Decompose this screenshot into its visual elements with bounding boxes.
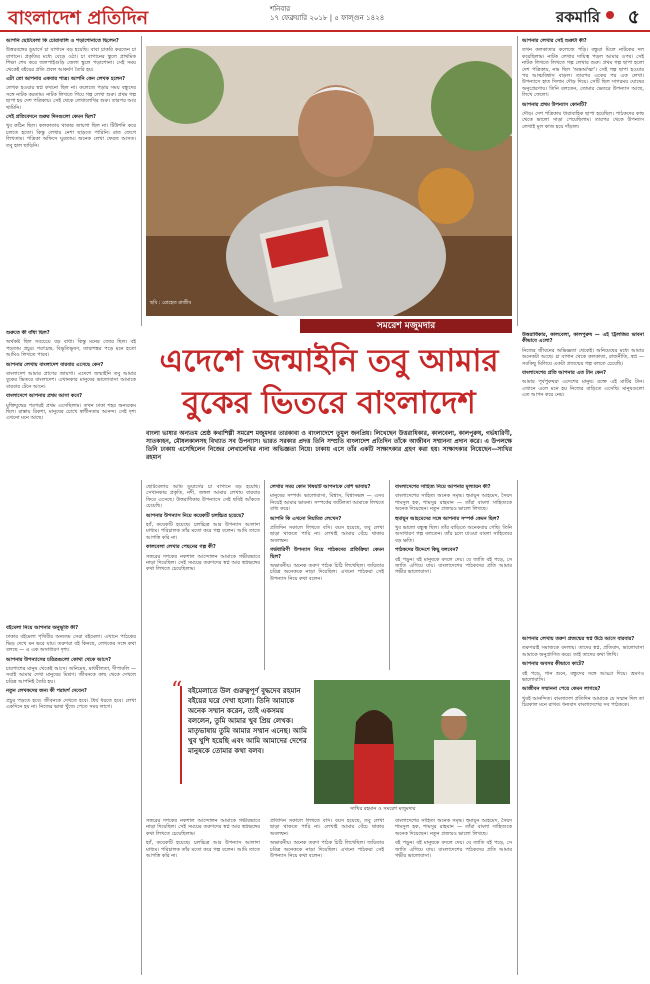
answer: দৌড়। দেশ পত্রিকায় ধারাবাহিক ছাপা হয়েছিল। পাঠকদের কাছ থেকে ভালো সাড়া পেয়েছিলাম। তারপর থেকে উপন্যাস লেখাই মূল কাজ হয়ে দাঁড়াল। (522, 111, 644, 130)
answer: মানুষের সম্পর্ক। ভালোবাসা, বিশ্বাস, বিশ্বাসভঙ্গ — এসব নিয়েই আমার ভাবনা। সম্পর্কের জটিলতা আমাকে লিখতে বাধ্য করে। (270, 493, 384, 513)
column-divider (141, 36, 142, 326)
answer: হ্যাঁ, কয়েকটি হয়েছে। চলচ্চিত্র আর উপন্যাস আলাদা মাধ্যম। পরিচালক তাঁর মতো করে গল্প বলেন। আমি তাতে আপত্তি করি না। (146, 522, 260, 541)
question: গর্ভধারিণী উপন্যাস নিয়ে পাঠকদের প্রতিক্রিয়া কেমন ছিল? (270, 547, 384, 560)
pull-quote: বইমেলাতে উল গুরুত্বপূর্ণ বুদ্ধদেব রহমান বইয়ের ঘরে দেখা হলো। তিনি আমাকে অনেক সম্মান করেন, তাই একসময় বললেন, তুমি আমার খুব প্রিয় লেখক। মাতৃভাষায় তুমি আমার সম্মান এনেছ। আমি খুব খুশি হয়েছি এবং আমি আমাদের দেশের মানুষকে তোমার কথা বলব। (180, 686, 310, 784)
issue-day: শনিবার (270, 5, 291, 13)
answer: খুবই আনন্দিত। বাংলাদেশ প্রতিদিন আমাকে যে সম্মান দিল তা চিরকাল মনে রাখব। ধন্যবাদ বাংলাদেশের সব পাঠককে। (522, 695, 644, 709)
section-dot-icon (606, 11, 614, 19)
column-divider (517, 480, 518, 975)
bottom-column-c (395, 818, 512, 976)
headline-line-2: বুকের ভিতরে বাংলাদেশ (182, 385, 476, 421)
answer: বাংলাদেশের সাহিত্য অনেক সমৃদ্ধ। হুমায়ূন আহমেদ, সৈয়দ শামসুল হক, শামসুর রাহমান — তাঁরা বাংলা সাহিত্যকে অনেক দিয়েছেন। নতুন প্রজন্মও ভালো লিখছে। (395, 493, 512, 513)
interview-photo (314, 680, 510, 804)
left-column-middle (6, 330, 136, 620)
photo-caption: সাখির রহমান ও সমরেশ মজুমদার (350, 806, 416, 812)
question: পাঠকদের উদ্দেশে কিছু বলবেন? (395, 547, 459, 554)
question: উত্তরাধিকার, কালবেলা, কালপুরুষ — এই ট্রিলজির ভাবনা কীভাবে এলো? (522, 332, 644, 345)
answer: তরুণরাই সমাজকে বদলায়। তাদের স্বপ্ন, প্রতিবাদ, ভালোবাসা আমাকে অনুপ্রাণিত করে। তাই তাদের কথা লিখি। (522, 645, 644, 658)
bottom-column-b (270, 818, 384, 976)
column-divider (264, 480, 265, 670)
answer: নিজের জীবনের অভিজ্ঞতা থেকেই। অনিমেষের মধ্যে আমার অনেকটা আছে। চা বাগান থেকে কলকাতা, রাজনীতি, স্বপ্ন — সবকিছু মিলিয়ে একটা প্রজন্মের গল্প বলতে চেয়েছি। (522, 347, 644, 367)
question: আপনার লেখায় বাংলাদেশ বারবার এসেছে কেন? (6, 361, 104, 368)
right-column-middle (522, 332, 644, 632)
masthead (0, 0, 650, 32)
question: আপনার উপন্যাস নিয়ে কয়েকটি চলচ্চিত্র হয়েছে? (146, 512, 245, 519)
column-divider (517, 36, 518, 326)
question: বাংলাদেশের প্রতি আপনার এত টান কেন? (522, 370, 607, 377)
answer: বই পড়ুন। বই মানুষকে বদলে দেয়। যে জাতি বই পড়ে, সে জাতি এগিয়ে যায়। বাংলাদেশের পাঠকদের প্রতি আমার গভীর ভালোবাসা। (395, 556, 512, 576)
answer: ঢাকার বইমেলা পৃথিবীর অন্যতম সেরা বইমেলা। এখানে পাঠকের ভিড় দেখে মন ভরে যায়। তরুণরা বই কিনছে, লেখকের সঙ্গে কথা বলছে — এ এক অসাধারণ দৃশ্য। (6, 634, 136, 654)
answer: প্রচুর পড়তে হবে। জীবনকে দেখতে হবে। ধৈর্য ধরতে হবে। লেখা একদিনে হয় না। নিজের ভাষা খুঁজে পেতে সময় লাগে। (6, 697, 136, 711)
answer: সত্তরের দশকের নকশাল আন্দোলন আমাকে গভীরভাবে নাড়া দিয়েছিল। সেই সময়ের তরুণদের স্বপ্ন আর স্বপ্নভঙ্গের কথা লিখতে চেয়েছিলাম। (146, 553, 260, 573)
question: শুরুতে কী বাঁধা ছিল? (6, 330, 50, 336)
question: এটা তো আপনার একবার পাত্র। আপনি কেন লেখক হলেন? (6, 76, 126, 83)
answer: অর্থকষ্ট ছিল সবচেয়ে বড় বাধা। কিন্তু মনের জোর ছিল। বই পড়তাম প্রচুর। শরৎচন্দ্র, বিভূতিভূষণ, তারাশঙ্কর পড়ে মনে হতো আমিও লিখতে পারব। (6, 339, 136, 359)
answer: বাংলাদেশের সাহিত্য অনেক সমৃদ্ধ। হুমায়ূন আহমেদ, সৈয়দ শামসুল হক, শামসুর রাহমান — তাঁরা বাংলা সাহিত্যকে অনেক দিয়েছেন। নতুন প্রজন্মও ভালো লিখছে। (395, 818, 512, 837)
author-byline: সমরেশ মজুমদার (300, 319, 512, 333)
answer: সত্তরের দশকের নকশাল আন্দোলন আমাকে গভীরভাবে নাড়া দিয়েছিল। সেই সময়ের তরুণদের স্বপ্ন আর স্বপ্নভঙ্গের কথা লিখতে চেয়েছিলাম। (146, 818, 260, 837)
feature-headline (146, 340, 512, 424)
question: বাংলাদেশের সাহিত্য নিয়ে আপনার মূল্যায়ন কী? (395, 484, 491, 490)
answer: উত্তরবঙ্গের ডুয়ার্সে চা বাগানে বড় হয়েছি। বাবা চাকরি করতেন চা বাগানে। প্রকৃতির মধ্যে বেড়ে ওঠা। চা বাগানের স্কুলে প্রাথমিক শিক্ষা শেষ করে জলপাইগুড়ি জেলা স্কুলে পড়াশোনা। সেই সময় থেকেই বইয়ের প্রতি প্রবল আকর্ষণ তৈরি হয়। (6, 47, 136, 73)
answer: অভাবনীয়। অনেক তরুণ পাঠক চিঠি লিখেছিল। জয়িতার চরিত্র অনেককে নাড়া দিয়েছিল। এখনো পাঠকরা সেই উপন্যাস নিয়ে কথা বলেন। (270, 563, 384, 582)
question: নতুন লেখকদের জন্য কী পরামর্শ দেবেন? (6, 688, 87, 695)
answer: মুক্তিযুদ্ধের পরপরই প্রথম এসেছিলাম। তখন ঢাকা শহর অন্যরকম ছিল। রাস্তায় রিকশা, মানুষের চোখে স্বাধীনতার আনন্দ। সেই দৃশ্য এখনো মনে আছে। (6, 402, 136, 422)
answer: অভাবনীয়। অনেক তরুণ পাঠক চিঠি লিখেছিল। জয়িতার চরিত্র অনেককে নাড়া দিয়েছিল। এখনো পাঠকরা সেই উপন্যাস নিয়ে কথা বলেন। (270, 840, 384, 860)
answer: হ্যাঁ, কয়েকটি হয়েছে। চলচ্চিত্র আর উপন্যাস আলাদা মাধ্যম। পরিচালক তাঁর মতো করে গল্প বলেন। আমি তাতে আপত্তি করি না। (146, 840, 260, 860)
question: আপনি কি এখনো নিয়মিত লেখেন? (270, 515, 342, 522)
author-portrait-photo (146, 46, 512, 316)
answer: প্রতিদিন সকালে লিখতে বসি। বয়স হয়েছে, তবু লেখা ছাড়া থাকতে পারি না। লেখাই আমার বেঁচে থাকার অবলম্বন। (270, 525, 384, 544)
question: আপনার প্রথম উপন্যাস কোনটি? (522, 101, 587, 108)
middle-column-a (146, 484, 260, 670)
answer: বাংলাদেশ আমার প্রাণের জায়গা। এদেশে জন্মাইনি তবু আমার বুকের ভিতরে বাংলাদেশ। এখানকার মানুষের ভালোবাসা আমাকে বারবার টেনে আনে। (6, 371, 136, 390)
answer: চারপাশের মানুষ থেকেই আসে। অনিমেষ, মাধবীলতা, দীপাবলি — সবাই আমার দেখা মানুষের মিশ্রণ। জীবনকে কাছ থেকে দেখলে চরিত্র আপনিই তৈরি হয়। (6, 666, 136, 685)
right-column-top (522, 38, 644, 328)
issue-date (270, 5, 384, 23)
left-column-top (6, 38, 136, 326)
question: লেখার সময় কোন বিষয়টি আপনাকে বেশি ভাবায়? (270, 484, 371, 490)
photo-credit: ছবি : রোহেত রাজীব (150, 300, 192, 306)
answer: খুব কঠিন ছিল। কলকাতায় থাকার জায়গা ছিল না। টিউশনি করে চলতে হতো। কিন্তু লেখার নেশা ছাড়তে পারিনি। রাত জেগে লিখতাম। পত্রিকা অফিসে ঘুরতাম। অনেক লেখা ফেরত আসত। তবু হাল ছাড়িনি। (6, 123, 136, 149)
answer: আমার পূর্বপুরুষরা এদেশের মানুষ। রক্তে এই মাটির টান। এখানে এলে মনে হয় নিজের বাড়িতে এসেছি। মানুষগুলো এত আপন করে নেয়। (522, 379, 644, 399)
question: হুমায়ূন আহমেদের সঙ্গে আপনার সম্পর্ক কেমন ছিল? (395, 515, 500, 522)
feature-intro: বাংলা ভাষার অন্যতম শ্রেষ্ঠ কথাশিল্পী সমরেশ মজুমদার তারকাবা ও বাংলাদেশে তুমুল জনপ্রিয়। লিখেছেন উত্তরাধিকার, কালবেলা, কালপুরুষ, গর্ভধারিণী, সাতকাহন, মৌষলকালসহ বিখ্যাত সব উপন্যাস। ভারত সরকার প্রদত্ত তিনি সম্প্রতি বাংলাদেশ প্রতিদিন তাঁকে আজীবন সম্মাননা প্রদান করে। এ উপলক্ষে তিনি ঢাকায় এসেছিলেন নিজের লেখালেখির নানা অভিজ্ঞতা নিয়ে। ঢাকায় এসে তাঁর একটি সাক্ষাৎকার গ্রহণ করা হয়। সাক্ষাৎকার নিয়েছেন—সাখির রহমান (146, 430, 512, 461)
column-divider (389, 480, 390, 670)
portrait-illustration (146, 46, 512, 316)
answer: তখন কলকাতার কলেজে পড়ি। বন্ধুরা মিলে নাটকের দল করেছিলাম। নাটক লেখার দায়িত্ব পড়ল আমার ওপর। সেই নাটক লিখতে লিখতে গল্প লেখার শুরু। প্রথম গল্প ছাপা হলো দেশ পত্রিকায়, নাম ছিল 'অন্তর্আত্মা'। সেই গল্প ছাপা হওয়ার পর আত্মবিশ্বাস বাড়ল। তারপর একের পর এক লেখা। উপন্যাসে হাত দিলাম দৌড় দিয়ে। সেটি ছিল সাগরময় ঘোষের অনুপ্রেরণায়। তিনি বলতেন, তোমার ভেতরে উপন্যাস আছে, লিখে ফেলো। (522, 47, 644, 99)
left-column-bottom (6, 625, 136, 975)
answer: প্রতিদিন সকালে লিখতে বসি। বয়স হয়েছে, তবু লেখা ছাড়া থাকতে পারি না। লেখাই আমার বেঁচে থাকার অবলম্বন। (270, 818, 384, 837)
section-name: রকমারি (556, 8, 600, 26)
question: আপনার উপন্যাসের চরিত্রগুলো কোথা থেকে আসে? (6, 656, 112, 663)
answer: লেখক হওয়ার স্বপ্ন কখনো ছিল না। কলেজে পড়ার সময় বন্ধুদের সঙ্গে নাটক করতাম। নাটক লিখতে গিয়ে গল্প লেখা শুরু। প্রথম গল্প ছাপা হয় দেশ পত্রিকায়। সেই থেকে লেখালেখির শুরু। তারপর আর থামিনি। (6, 85, 136, 111)
right-column-bottom (522, 636, 644, 976)
interview-illustration (314, 680, 510, 804)
question: আপনি ছোটবেলা কি চোরাবালি ও পড়াশোনাতে ছিলেন? (6, 38, 119, 44)
middle-column-c (395, 484, 512, 670)
middle-column-b (270, 484, 384, 670)
question: কালবেলা লেখার পেছনের গল্প কী? (146, 544, 216, 551)
quote-mark-icon: “ (171, 678, 183, 703)
answer: বই পড়ুন। বই মানুষকে বদলে দেয়। যে জাতি বই পড়ে, সে জাতি এগিয়ে যায়। বাংলাদেশের পাঠকদের প্রতি আমার গভীর ভালোবাসা। (395, 840, 512, 860)
question: আজীবন সম্মাননা পেয়ে কেমন লাগছে? (522, 686, 601, 693)
column-divider (141, 480, 142, 975)
question: আপনার লেখার সেই শুরুটা কী? (522, 38, 587, 44)
bottom-column-a (146, 818, 260, 976)
question: আপনার লেখায় তরুণ প্রজন্মের স্বপ্ন উঠে আসে বারবার? (522, 636, 635, 642)
answer: বই পড়ে, গান শুনে, বন্ধুদের সঙ্গে আড্ডা দিয়ে। ভ্রমণও ভালোবাসি। (522, 670, 644, 684)
newspaper-logo: বাংলাদেশ প্রতিদিন (8, 7, 149, 29)
page-number: ৫ (627, 6, 640, 28)
answer: খুব ভালো বন্ধুত্ব ছিল। তাঁর বাড়িতে অনেকবার গেছি। তিনি অসাধারণ গল্প বলতেন। তাঁর চলে যাওয়া বাংলা সাহিত্যের বড় ক্ষতি। (395, 525, 512, 544)
answer: ছোটবেলায় আমি ডুয়ার্সের চা বাগানে বড় হয়েছি। সেখানকার প্রকৃতি, নদী, জঙ্গল আমার লেখায় বারবার ফিরে এসেছে। উত্তরাধিকার উপন্যাসে সেই ছবিই আঁকতে চেয়েছি। (146, 484, 260, 510)
question: সেই প্রতিবেদনে শুরুর দিনগুলো কেমন ছিল? (6, 114, 96, 121)
question: বাংলাদেশে আপনার প্রথম আসা কবে? (6, 393, 83, 400)
issue-date-full: ১৭ ফেব্রুয়ারি ২০১৮ | ৫ ফাল্গুন ১৪২৪ (270, 14, 385, 22)
question: বইমেলা নিয়ে আপনার অনুভূতি কী? (6, 625, 79, 631)
question: আপনার অবসর কীভাবে কাটে? (522, 661, 585, 668)
headline-line-1: এদেশে জন্মাইনি তবু আমার (159, 343, 499, 379)
